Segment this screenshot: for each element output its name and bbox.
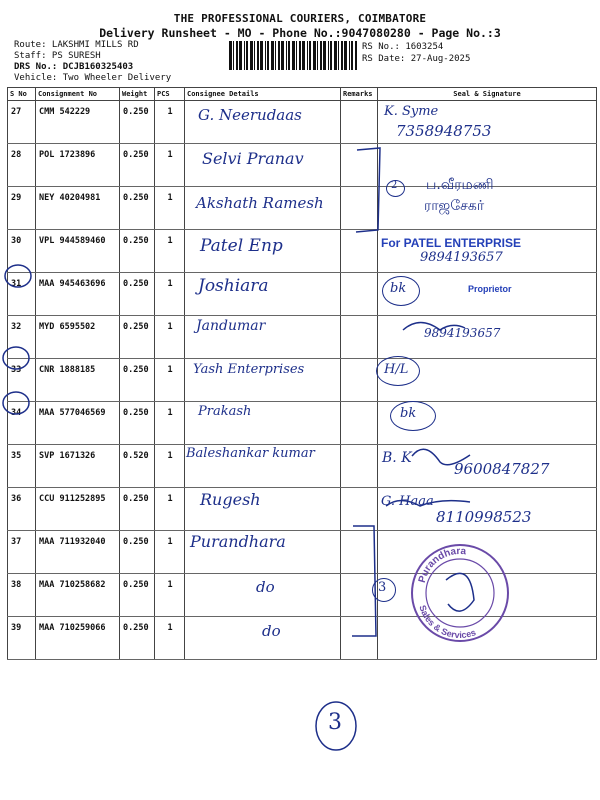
signature-31-mark: bk [390, 281, 407, 296]
cell-consignment: MAA 711932040 [36, 531, 120, 574]
cell-sno: 29 [8, 187, 36, 230]
barcode-bar [307, 41, 308, 70]
cell-remarks [341, 230, 378, 273]
barcode-bar [296, 41, 297, 70]
cell-sno: 38 [8, 574, 36, 617]
cell-pcs: 1 [155, 230, 185, 273]
barcode-bar [344, 41, 347, 70]
cell-sno: 28 [8, 144, 36, 187]
signature-32-phone: 9894193657 [424, 326, 501, 340]
col-consignment: Consignment No [36, 88, 120, 101]
cell-weight: 0.250 [120, 574, 155, 617]
barcode-bar [281, 41, 284, 70]
table-row [8, 101, 597, 144]
cell-consignment: MAA 577046569 [36, 402, 120, 445]
cell-pcs: 1 [155, 402, 185, 445]
stamp-patel-phone: 9894193657 [420, 250, 503, 265]
hand-consignee-28: Selvi Pranav [202, 149, 304, 168]
signature-33-mark: H/L [384, 362, 409, 377]
barcode-bar [320, 41, 322, 70]
signature-29-line2: ராஜசேகர் [424, 198, 485, 214]
signature-34-mark: bk [400, 406, 417, 421]
cell-remarks [341, 359, 378, 402]
cell-sno: 36 [8, 488, 36, 531]
cell-weight: 0.250 [120, 187, 155, 230]
col-remarks: Remarks [341, 88, 378, 101]
table-row [8, 617, 597, 660]
barcode-bar [309, 41, 311, 70]
staff-label: Staff: PS SURESH [14, 51, 101, 61]
cell-remarks [341, 531, 378, 574]
barcode-bar [233, 41, 234, 70]
cell-weight: 0.250 [120, 230, 155, 273]
cell-pcs: 1 [155, 531, 185, 574]
cell-remarks [341, 316, 378, 359]
cell-pcs: 1 [155, 617, 185, 660]
signature-27-name: K. Syme [384, 104, 439, 119]
cell-remarks [341, 273, 378, 316]
hand-consignee-36: Rugesh [200, 490, 261, 509]
cell-pcs: 1 [155, 316, 185, 359]
cell-sno: 37 [8, 531, 36, 574]
cell-remarks [341, 445, 378, 488]
barcode-bar [246, 41, 248, 70]
cell-remarks [341, 617, 378, 660]
barcode-bar [341, 41, 343, 70]
barcode-bar [229, 41, 232, 70]
cell-consignment: CNR 1888185 [36, 359, 120, 402]
barcode-bar [244, 41, 245, 70]
cell-remarks [341, 402, 378, 445]
barcode [229, 41, 357, 70]
round-stamp-bottom-text: Sales & Services [417, 603, 478, 641]
signature-35-name: B. K [382, 450, 412, 466]
stamp-patel-enterprise: For PATEL ENTERPRISE [381, 236, 522, 250]
barcode-bar [299, 41, 301, 70]
barcode-bar [338, 41, 339, 70]
rs-date: RS Date: 27-Aug-2025 [362, 54, 471, 64]
hand-consignee-29: Akshath Ramesh [196, 194, 324, 212]
route-label: Route: LAKSHMI MILLS RD [14, 40, 139, 50]
table-row [8, 273, 597, 316]
rs-number: RS No.: 1603254 [362, 42, 444, 52]
cell-weight: 0.250 [120, 359, 155, 402]
barcode-bar [236, 41, 238, 70]
barcode-bar [278, 41, 280, 70]
barcode-bar [254, 41, 255, 70]
cell-remarks [341, 144, 378, 187]
cell-remarks [341, 574, 378, 617]
stamp-patel-role: Proprietor [468, 284, 512, 294]
barcode-bar [257, 41, 259, 70]
signature-29-circle-number: 2 [391, 180, 398, 191]
barcode-bar [267, 41, 269, 70]
barcode-bar [355, 41, 357, 70]
barcode-bar [286, 41, 287, 70]
cell-sno: 39 [8, 617, 36, 660]
cell-consignment: MAA 710259066 [36, 617, 120, 660]
barcode-bar [265, 41, 266, 70]
cell-sno: 27 [8, 101, 36, 144]
barcode-bar [288, 41, 290, 70]
drs-number: DRS No.: DCJB160325403 [14, 62, 134, 72]
cell-pcs: 1 [155, 101, 185, 144]
cell-remarks [341, 488, 378, 531]
cell-consignment: POL 1723896 [36, 144, 120, 187]
barcode-bar [334, 41, 337, 70]
cell-consignment: CCU 911252895 [36, 488, 120, 531]
cell-consignment: VPL 944589460 [36, 230, 120, 273]
cell-sno: 33 [8, 359, 36, 402]
barcode-bar [239, 41, 242, 70]
cell-seal [378, 574, 597, 617]
cell-weight: 0.520 [120, 445, 155, 488]
cell-weight: 0.250 [120, 316, 155, 359]
cell-consignment: MAA 710258682 [36, 574, 120, 617]
cell-consignment: NEY 40204981 [36, 187, 120, 230]
signature-36-name: G. Haaa [381, 494, 434, 509]
cell-sno: 31 [8, 273, 36, 316]
col-pcs: PCS [155, 88, 185, 101]
cell-weight: 0.250 [120, 488, 155, 531]
barcode-bar [349, 41, 350, 70]
col-sno: S No [8, 88, 36, 101]
hand-consignee-31: Joshiara [198, 276, 269, 296]
cell-pcs: 1 [155, 187, 185, 230]
table-row [8, 574, 597, 617]
barcode-bar [250, 41, 253, 70]
barcode-bar [330, 41, 332, 70]
barcode-bar [302, 41, 305, 70]
cell-seal [378, 617, 597, 660]
barcode-bar [271, 41, 274, 70]
cell-weight: 0.250 [120, 402, 155, 445]
cell-weight: 0.250 [120, 273, 155, 316]
cell-consignment: MAA 945463696 [36, 273, 120, 316]
barcode-bar [313, 41, 316, 70]
barcode-bar [292, 41, 295, 70]
barcode-bar [328, 41, 329, 70]
cell-weight: 0.250 [120, 144, 155, 187]
col-weight: Weight [120, 88, 155, 101]
hand-consignee-37: Purandhara [190, 532, 286, 551]
barcode-bar [260, 41, 263, 70]
cell-pcs: 1 [155, 144, 185, 187]
hand-consignee-34: Prakash [198, 404, 252, 419]
signature-29-line1: ப.வீரமணி [426, 177, 494, 193]
cell-remarks [341, 101, 378, 144]
cell-weight: 0.250 [120, 617, 155, 660]
barcode-bar [323, 41, 326, 70]
barcode-bar [275, 41, 276, 70]
cell-pcs: 1 [155, 445, 185, 488]
cell-sno: 35 [8, 445, 36, 488]
cell-weight: 0.250 [120, 101, 155, 144]
signature-35-phone: 9600847827 [454, 460, 550, 478]
barcode-bar [351, 41, 353, 70]
cell-remarks [341, 187, 378, 230]
cell-sno: 32 [8, 316, 36, 359]
cell-pcs: 1 [155, 273, 185, 316]
hand-consignee-30: Patel Enp [200, 236, 283, 256]
runsheet-subtitle: Delivery Runsheet - MO - Phone No.:9047080280 - Page No.:3 [99, 26, 501, 40]
cell-consignment: MYD 6595502 [36, 316, 120, 359]
cell-seal [378, 531, 597, 574]
round-stamp-top-text: Purandhara [416, 545, 467, 585]
cell-pcs: 1 [155, 488, 185, 531]
barcode-bar [317, 41, 318, 70]
page-circle-number: 3 [328, 710, 342, 735]
table-row [8, 316, 597, 359]
cell-pcs: 1 [155, 574, 185, 617]
hand-consignee-32: Jandumar [196, 318, 266, 334]
cell-consignment: SVP 1671326 [36, 445, 120, 488]
hand-consignee-35: Baleshankar kumar [186, 446, 315, 461]
table-row [8, 531, 597, 574]
cell-sno: 30 [8, 230, 36, 273]
company-title: THE PROFESSIONAL COURIERS, COIMBATORE [173, 12, 427, 25]
hand-consignee-27: G. Neerudaas [198, 106, 302, 124]
cell-consignment: CMM 542229 [36, 101, 120, 144]
cell-weight: 0.250 [120, 531, 155, 574]
cell-pcs: 1 [155, 359, 185, 402]
cell-sno: 34 [8, 402, 36, 445]
table-row [8, 402, 597, 445]
hand-consignee-39: do [262, 622, 281, 640]
signature-36-phone: 8110998523 [436, 508, 532, 526]
signature-38-circle-number: 3 [378, 580, 387, 595]
col-consignee: Consignee Details [185, 88, 341, 101]
hand-consignee-33: Yash Enterprises [193, 362, 305, 377]
hand-consignee-38: do [256, 578, 275, 596]
signature-27-phone: 7358948753 [396, 122, 492, 140]
col-seal: Seal & Signature [378, 88, 597, 101]
vehicle-label: Vehicle: Two Wheeler Delivery [14, 73, 172, 83]
